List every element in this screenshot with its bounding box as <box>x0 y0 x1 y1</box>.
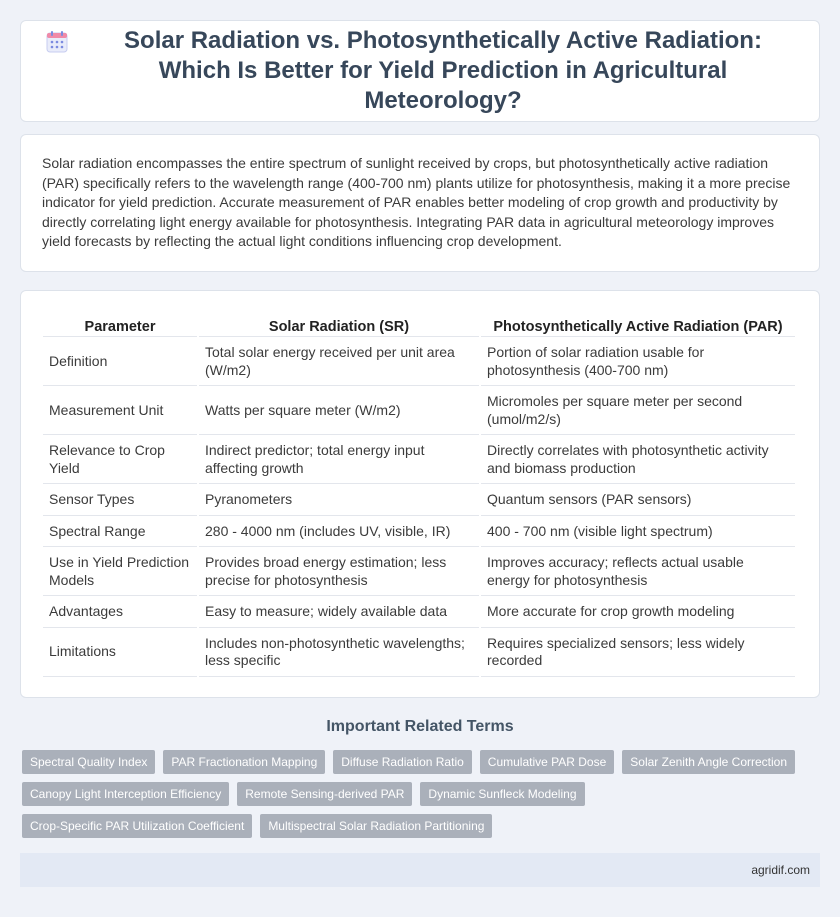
footer-site-link[interactable]: agridif.com <box>751 863 810 877</box>
row-parameter: Sensor Types <box>43 484 197 516</box>
related-term-tag[interactable]: Dynamic Sunfleck Modeling <box>420 782 584 806</box>
row-par-value: Requires specialized sensors; less widely recorded <box>481 628 795 677</box>
related-terms-heading: Important Related Terms <box>326 718 514 735</box>
table-row <box>43 516 795 548</box>
related-term-tag[interactable]: Crop-Specific PAR Utilization Coefficient <box>22 814 252 838</box>
row-par-value: Directly correlates with photosynthetic activity and biomass production <box>481 435 795 484</box>
comparison-table <box>41 314 797 677</box>
row-parameter: Spectral Range <box>43 516 197 548</box>
related-term-tag[interactable]: PAR Fractionation Mapping <box>163 750 325 774</box>
table-row <box>43 596 795 628</box>
row-parameter: Limitations <box>43 628 197 677</box>
related-term-tag[interactable]: Multispectral Solar Radiation Partitioning <box>260 814 492 838</box>
table-row <box>43 484 795 516</box>
title-card <box>20 20 820 122</box>
row-sr-value: Includes non-photosynthetic wavelengths; less specific <box>199 628 479 677</box>
title-wrap <box>45 26 795 116</box>
related-term-tag[interactable]: Solar Zenith Angle Correction <box>622 750 795 774</box>
row-sr-value: Easy to measure; widely available data <box>199 596 479 628</box>
related-term-tag[interactable]: Spectral Quality Index <box>22 750 155 774</box>
row-sr-value: Watts per square meter (W/m2) <box>199 386 479 435</box>
related-term-tag[interactable]: Cumulative PAR Dose <box>480 750 615 774</box>
header-par: Photosynthetically Active Radiation (PAR) <box>481 314 795 337</box>
related-term-tag[interactable]: Canopy Light Interception Efficiency <box>22 782 229 806</box>
row-parameter: Relevance to Crop Yield <box>43 435 197 484</box>
row-sr-value: 280 - 4000 nm (includes UV, visible, IR) <box>199 516 479 548</box>
calendar-icon <box>45 30 69 54</box>
row-sr-value: Indirect predictor; total energy input affecting growth <box>199 435 479 484</box>
row-parameter: Use in Yield Prediction Models <box>43 547 197 596</box>
row-sr-value: Provides broad energy estimation; less precise for photosynthesis <box>199 547 479 596</box>
page-title: Solar Radiation vs. Photosynthetically Active Radiation: Which Is Better for Yield Prediction in Agricultural Meteorology? <box>124 27 762 114</box>
row-sr-value: Total solar energy received per unit area (W/m2) <box>199 337 479 386</box>
row-par-value: More accurate for crop growth modeling <box>481 596 795 628</box>
row-par-value: Micromoles per square meter per second (umol/m2/s) <box>481 386 795 435</box>
table-row <box>43 386 795 435</box>
related-term-tag[interactable]: Remote Sensing-derived PAR <box>237 782 412 806</box>
table-row <box>43 628 795 677</box>
header-parameter: Parameter <box>43 314 197 337</box>
table-row <box>43 435 795 484</box>
row-sr-value: Pyranometers <box>199 484 479 516</box>
row-parameter: Measurement Unit <box>43 386 197 435</box>
header-solar-radiation: Solar Radiation (SR) <box>199 314 479 337</box>
footer <box>20 853 820 887</box>
row-parameter: Definition <box>43 337 197 386</box>
row-par-value: Improves accuracy; reflects actual usable energy for photosynthesis <box>481 547 795 596</box>
comparison-table-card <box>20 290 820 698</box>
intro-card <box>20 134 820 272</box>
table-row <box>43 337 795 386</box>
row-par-value: Quantum sensors (PAR sensors) <box>481 484 795 516</box>
row-par-value: Portion of solar radiation usable for photosynthesis (400-700 nm) <box>481 337 795 386</box>
related-term-tag[interactable]: Diffuse Radiation Ratio <box>333 750 472 774</box>
row-par-value: 400 - 700 nm (visible light spectrum) <box>481 516 795 548</box>
related-terms-list <box>22 750 822 838</box>
table-header-row <box>43 314 795 337</box>
intro-paragraph: Solar radiation encompasses the entire spectrum of sunlight received by crops, but photosynthetically active radiation (PAR) specifically refers to the wavelength range (400-700 nm) plants utilize for photosynthesis, making it a more precise indicator for yield prediction. Accurate measurement of PAR enables better modeling of crop growth and productivity by directly correlating light energy available for photosynthesis. Integrating PAR data in agricultural meteorology improves yield forecasts by reflecting the actual light conditions influencing crop development. <box>42 155 791 250</box>
table-row <box>43 547 795 596</box>
row-parameter: Advantages <box>43 596 197 628</box>
